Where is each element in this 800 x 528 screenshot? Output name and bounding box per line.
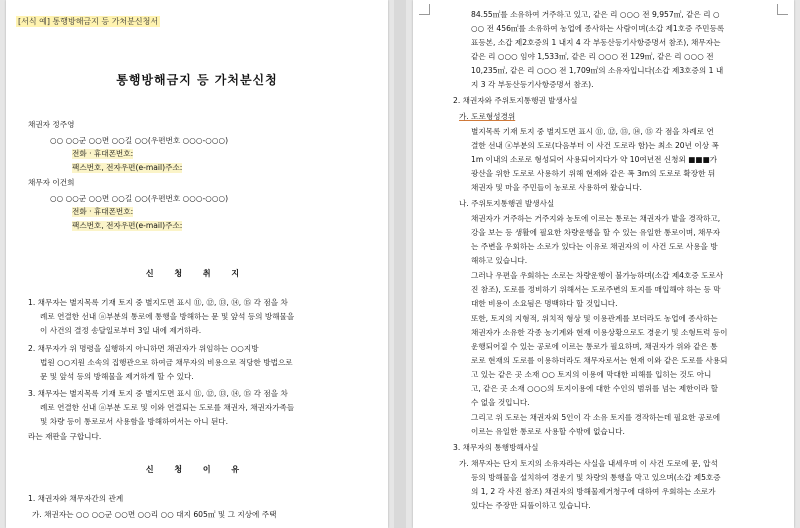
debtor-fax-field[interactable]: 팩스번호, 전자우편(e-mail)주소:: [72, 221, 183, 230]
body-line: 강을 보는 등 생활에 필요한 차량운행을 할 수 있는 유일한 통로이며, 채무자: [471, 228, 721, 237]
reason-line: 가. 채권자는 ○○ ○○군 ○○면 ○○리 ○○ 대지 605㎡ 및 그 지상에 주택: [32, 510, 277, 519]
body-line: 의 1, 2 각 사진 참조) 채권자의 방해물제거청구에 대하여 우회하는 소로가: [471, 487, 716, 496]
body-line: ○○ 전 456㎡를 소유하여 농업에 종사하는 사람이며(소갑 제1호증 주민등록: [471, 24, 725, 33]
subsection-heading: 가. 도로형성경위: [459, 112, 516, 121]
document-page-right: [413, 0, 794, 528]
crop-mark: [777, 4, 788, 15]
body-line: 그러나 우편을 우회하는 소로는 차량운행이 불가능하며(소갑 제4호증 도로사: [471, 271, 724, 280]
body-line: 가. 채무자는 단지 토지의 소유자라는 사실을 내세우며 이 사건 도로에 문, 압석: [459, 459, 718, 468]
debtor-heading: 채무자 이건희: [28, 178, 75, 187]
page-gap: [394, 0, 406, 528]
body-line: 해하고 있습니다.: [471, 256, 528, 265]
body-line: 그리고 위 도로는 채권자외 5인이 각 소유 토지를 경작하는데 필요한 공로에: [471, 413, 721, 422]
body-line: 는 주변을 우회하는 소로가 있다는 이유로 채권자의 이 사건 도로 사용을 방: [471, 242, 718, 251]
debtor-phone-field[interactable]: 전화 · 휴대폰번호:: [72, 207, 134, 216]
purpose-line: 례로 연결한 선내 ⓐ부분의 통로에 통행을 방해하는 문 및 앞석 등의 방해물을: [40, 312, 295, 321]
body-line: 고 있는 같은 곳 소재 ○○ 토지의 이용에 막대한 피해를 입히는 것도 아니: [471, 370, 712, 379]
body-line: 등의 방해물을 설치하여 경운기 및 차량의 통행을 막고 있으며(소갑 제5호증: [471, 473, 721, 482]
form-label: [서식 예] 통행방해금지 등 가처분신청서: [18, 17, 159, 26]
body-line: 광산을 위한 도로로 사용하기 위해 현재와 같은 폭 3m의 도로로 확장한 뒤: [471, 169, 716, 178]
body-line: 표등본, 소갑 제2호증의 1 내지 4 각 부동산등기사항증명서 참조), 채무자는: [471, 38, 721, 47]
purpose-section-title: 신 청 취 지: [145, 269, 249, 278]
subsection-heading: 나. 주위토지통행권 발생사실: [459, 199, 555, 208]
body-line: 1m 이내의 소로로 형성되어 사용되어지다가 약 10여년전 신청외 ■■■가: [471, 155, 718, 164]
debtor-address: ○○ ○○군 ○○면 ○○길 ○○(우편번호 ○○○-○○○): [50, 194, 229, 203]
section-heading: 2. 채권자와 주위토지통행권 발생사실: [453, 96, 578, 105]
body-line: 같은 리 ○○○ 임야 1,533㎡, 같은 리 ○○○ 전 129㎡, 같은 리 ○○○ 전: [471, 52, 714, 61]
purpose-line: 례로 연결한 선내 ⓐ부분 도로 및 이와 연결되는 도로를 채권자, 채권자가족들: [40, 403, 295, 412]
body-line: 84.55㎡를 소유하여 거주하고 있고, 같은 리 ○○○ 전 9,957㎡, 같은 리 ○: [471, 10, 720, 19]
purpose-line: 문 및 앞석 등의 방해물을 제거하게 할 수 있다.: [40, 372, 194, 381]
purpose-closing: 라는 재판을 구합니다.: [28, 432, 102, 441]
purpose-line: 1. 채무자는 별지목록 기재 토지 중 별지도면 표시 ⑪, ⑫, ⑬, ⑭, ⑮ 각 점을 차: [28, 298, 288, 307]
section-heading: 3. 채무자의 통행방해사실: [453, 443, 539, 452]
body-line: 진 참조), 도로를 정비하기 위해서는 도로주변의 토지를 매입해야 하는 등 막: [471, 285, 721, 294]
body-line: 또한, 토지의 지형적, 위치적 형상 및 이용관계를 보더라도 농업에 종사하는: [471, 314, 718, 323]
body-line: 수 없을 것입니다.: [471, 398, 530, 407]
creditor-phone-field[interactable]: 전화 · 휴대폰번호:: [72, 149, 134, 158]
crop-mark: [419, 4, 430, 15]
body-line: 별지목록 기재 토지 중 별지도면 표시 ⑪, ⑫, ⑬, ⑭, ⑮ 각 점을 차례로 연: [471, 127, 714, 136]
reason-section-title: 신 청 이 유: [145, 465, 249, 474]
reason-heading: 1. 채권자와 채무자간의 관계: [28, 494, 124, 503]
document-title: 통행방해금지 등 가처분신청: [116, 73, 278, 87]
creditor-fax-field[interactable]: 팩스번호, 전자우편(e-mail)주소:: [72, 163, 183, 172]
purpose-line: 2. 채무자가 위 명령을 실행하지 아니하면 채권자가 위임하는 ○○지방: [28, 344, 259, 353]
body-line: 로로 현재의 도로를 이용하더라도 채무자로서는 현재 이와 같은 도로를 사용되: [471, 356, 728, 365]
body-line: 채권자 및 마을 주민들이 농로로 사용하여 왔습니다.: [471, 183, 642, 192]
creditor-address: ○○ ○○군 ○○면 ○○길 ○○(우편번호 ○○○-○○○): [50, 136, 229, 145]
creditor-heading: 채권자 정주영: [28, 120, 75, 129]
body-line: 채권자가 거주하는 거주지와 농토에 이르는 통로는 채권자가 밭을 경작하고,: [471, 214, 721, 223]
body-line: 지 3 각 부동산등기사항증명서 참조).: [471, 80, 594, 89]
body-line: 10,235㎡, 같은 리 ○○○ 전 1,709㎡의 소유자입니다(소갑 제3호증의 1 내: [471, 66, 724, 75]
body-line: 대한 비용이 소요됨은 명백하다 할 것입니다.: [471, 299, 618, 308]
body-line: 결한 선내 ⓐ부분의 도로(다음부터 이 사건 도로라 함)는 최소 20년 이상 폭: [471, 141, 719, 150]
purpose-line: 법원 ○○지원 소속의 집행관으로 하여금 채무자의 비용으로 적당한 방법으로: [40, 358, 293, 367]
purpose-line: 및 차량 등이 통로로서 사용함을 방해하여서는 아니 된다.: [40, 417, 229, 426]
body-line: 이르는 유일한 통로로 사용할 수밖에 없습니다.: [471, 427, 625, 436]
body-line: 고, 같은 곳 소재 ○○○의 토지이용에 대한 수인의 범위를 넘는 제한이라 할: [471, 384, 718, 393]
purpose-line: 이 사건의 결정 송달일로부터 3일 내에 제거하라.: [40, 326, 202, 335]
body-line: 운행되어질 수 있는 공로에 이르는 통로가 필요하며, 채권자가 위와 같은 통: [471, 342, 718, 351]
body-line: 채권자가 소유한 각종 농기계와 현재 이용상황으로도 경운기 및 소형트럭 등이: [471, 328, 728, 337]
document-page-left: [6, 0, 388, 528]
purpose-line: 3. 채무자는 별지목록 기재 토지 중 별지도면 표시 ⑪, ⑫, ⑬, ⑭, ⑮ 각 점을 차: [28, 389, 288, 398]
body-line: 있다는 주장만 되풀이하고 있습니다.: [471, 501, 591, 510]
